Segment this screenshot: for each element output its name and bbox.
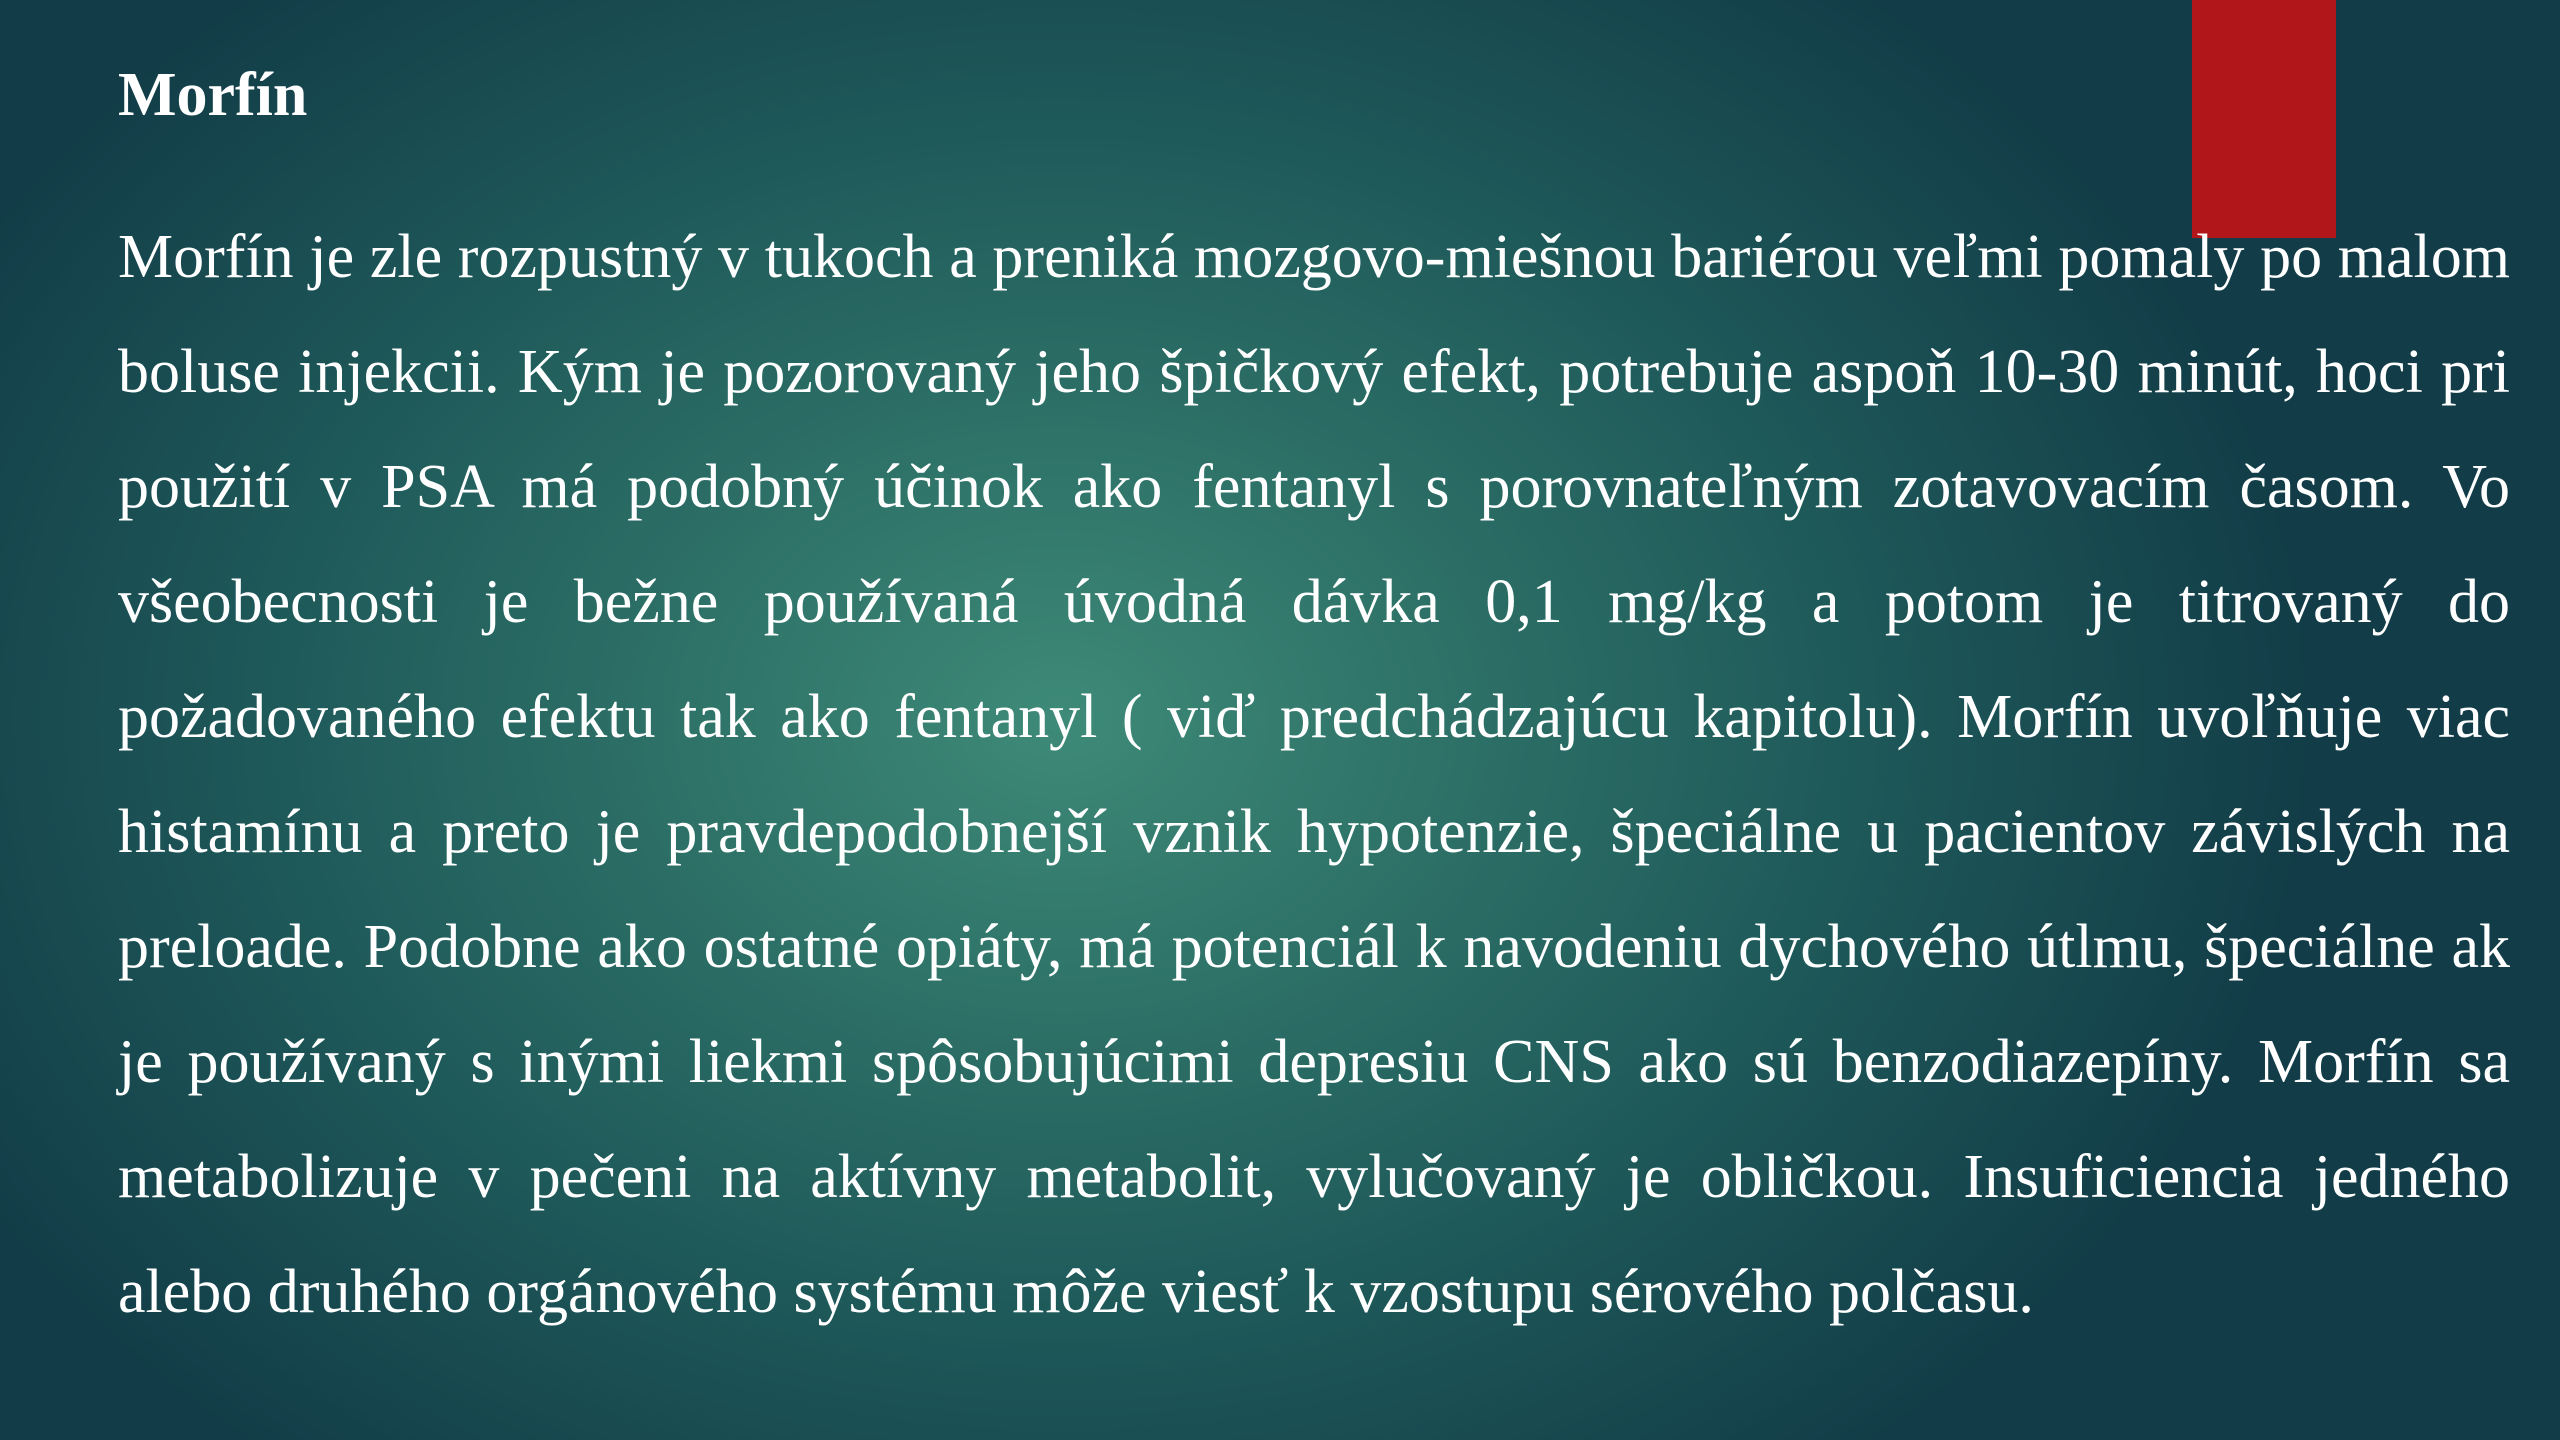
slide-body-paragraph: Morfín je zle rozpustný v tukoch a preniká mozgovo-miešnou bariérou veľmi pomaly po malom boluse injekcii. Kým je pozorovaný jeho špičkový efekt, potrebuje aspoň 10-30 minút, hoci pri použití v PSA má podobný účinok ako fentanyl s porovnateľným zotavovacím časom. Vo všeobecnosti je bežne používaná úvodná dávka 0,1 mg/kg a potom je titrovaný do požadovaného efektu tak ako fentanyl ( viď predchádzajúcu kapitolu). Morfín uvoľňuje viac histamínu a preto je pravdepodobnejší vznik hypotenzie, špeciálne u pacientov závislých na preloade. Podobne ako ostatné opiáty, má potenciál k navodeniu dychového útlmu, špeciálne ak je používaný s inými liekmi spôsobujúcimi depresiu CNS ako sú benzodiazepíny. Morfín sa metabolizuje v pečeni na aktívny metabolit, vylučovaný je obličkou. Insuficiencia jedného alebo druhého orgánového systému môže viesť k vzostupu sérového polčasu. (118, 223, 2510, 1326)
slide-title: Morfín (118, 61, 308, 129)
